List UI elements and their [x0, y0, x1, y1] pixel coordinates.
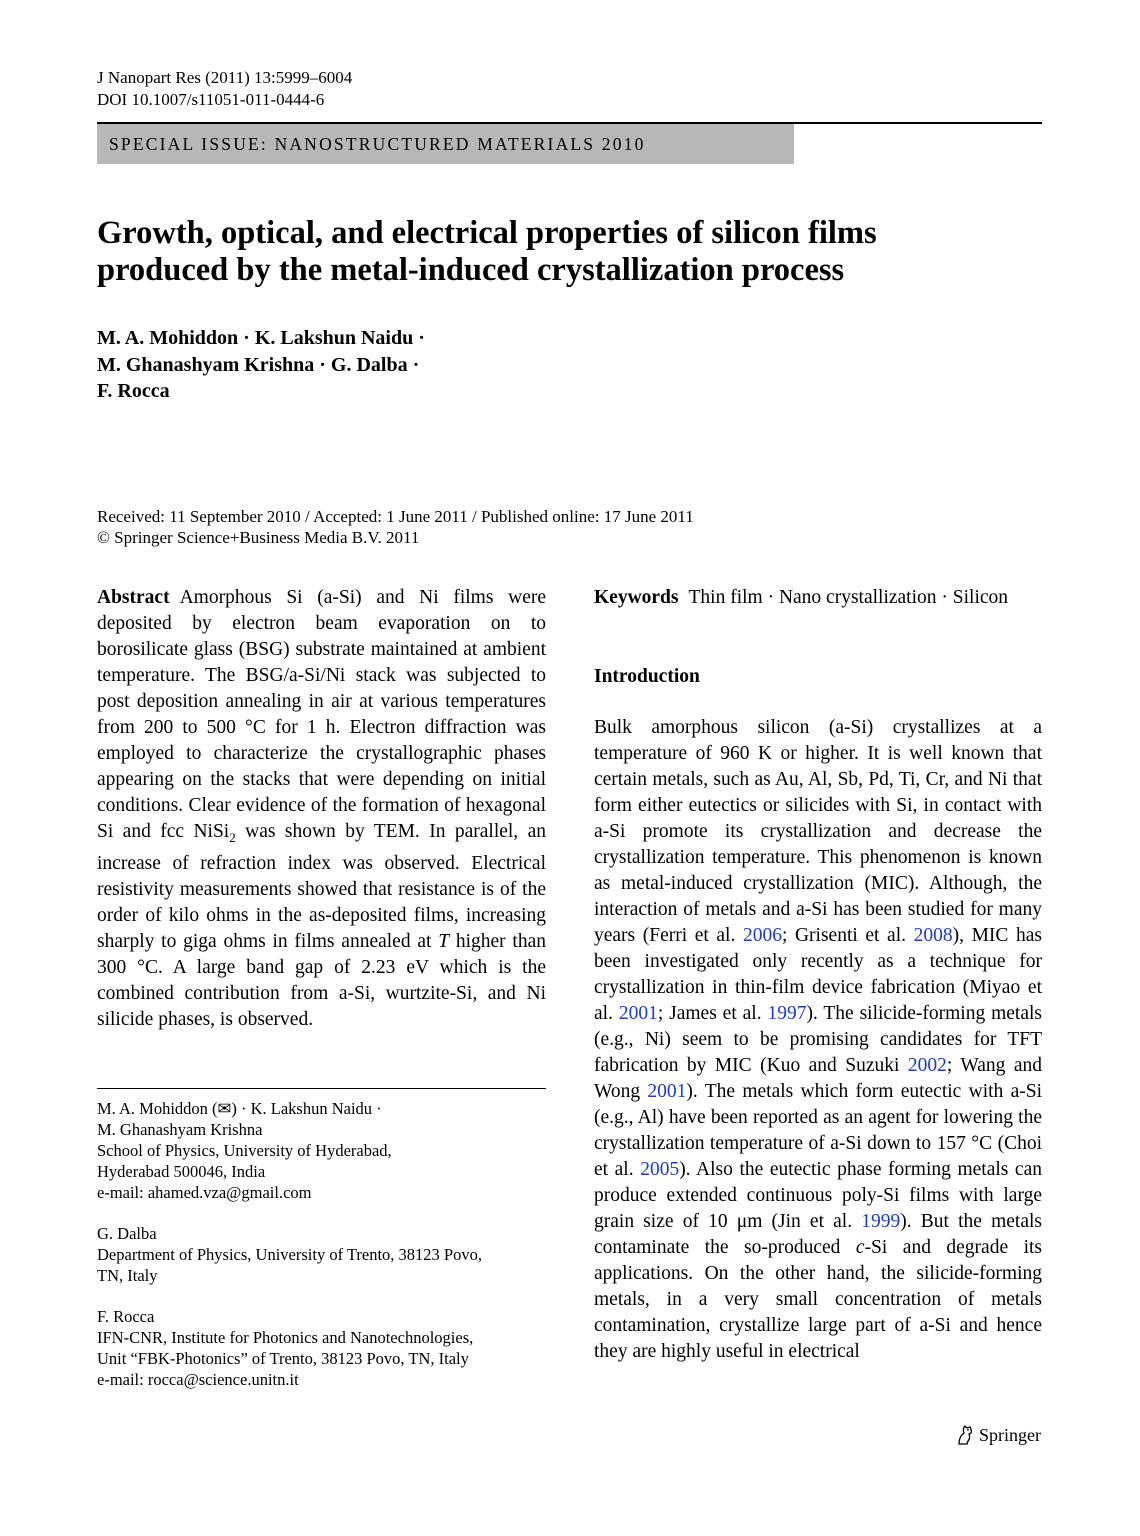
intro-text: ; Wang and Wong	[594, 1055, 1042, 1102]
publication-dates	[97, 506, 694, 548]
affiliation-line: School of Physics, University of Hyderabad,	[97, 1141, 392, 1160]
title-line-2: produced by the metal-induced crystallization process	[97, 252, 845, 288]
citation-link[interactable]: 2002	[907, 1055, 947, 1076]
citation-link[interactable]: 2001	[647, 1081, 687, 1102]
special-issue-banner: SPECIAL ISSUE: NANOSTRUCTURED MATERIALS 2010	[97, 124, 794, 164]
abstract-text-c: higher than 300 °C. A large band gap of 2.23 eV which is the combined contribution from a-Si, wurtzite-Si, and Ni silicide phases, is observed.	[97, 930, 546, 1030]
doi: DOI 10.1007/s11051-011-0444-6	[97, 90, 325, 109]
intro-text: ), MIC has been investigated only recently as a technique for crystallization in thin-film device fabrication (Miyao et al.	[594, 925, 1043, 1024]
intro-italic-c: c	[855, 1237, 865, 1258]
journal-citation: J Nanopart Res (2011) 13:5999–6004	[97, 68, 353, 87]
citation-link[interactable]: 2001	[618, 1003, 658, 1024]
abstract-label: Abstract	[97, 587, 170, 608]
affiliation-block	[97, 1098, 546, 1203]
section-heading-introduction: Introduction	[594, 666, 700, 687]
authors-line-2: M. Ghanashyam Krishna · G. Dalba ·	[97, 353, 420, 376]
publisher-footer	[955, 1422, 1041, 1448]
citation-link[interactable]: 1997	[767, 1003, 807, 1024]
affiliation-line: M. Ghanashyam Krishna	[97, 1120, 263, 1139]
dates-line: Received: 11 September 2010 / Accepted: 1 June 2011 / Published online: 17 June 2011	[97, 507, 694, 526]
affiliation-block	[97, 1223, 546, 1286]
affiliation-line: TN, Italy	[97, 1266, 158, 1285]
keywords-text: Thin film · Nano crystallization · Silicon	[688, 587, 1009, 608]
affiliation-rule	[97, 1088, 546, 1089]
keywords-label: Keywords	[594, 587, 679, 608]
article-title	[97, 215, 1042, 289]
intro-text: Bulk amorphous silicon (a-Si) crystallizes at a temperature of 960 K or higher. It is well known that certain metals, such as Au, Al, Sb, Pd, Ti, Cr, and Ni that form either eutectics or silicides with Si, in contact with a-Si promote its crystallization and decrease the crystallization temperature. This phenomenon is known as metal-induced crystallization (MIC). Although, the interaction of metals and a-Si has been studied for many years (Ferri et al.	[594, 717, 1042, 946]
citation-link[interactable]: 2006	[742, 925, 782, 946]
intro-text: ). The silicide-forming metals (e.g., Ni) seem to be promising candidates for TFT fabrication by MIC (Kuo and Suzuki	[594, 1003, 1043, 1076]
publisher-name: Springer	[979, 1425, 1041, 1445]
affiliation-line: Department of Physics, University of Trento, 38123 Povo,	[97, 1245, 482, 1264]
intro-text: ; Grisenti et al.	[781, 925, 914, 946]
springer-horse-icon	[955, 1424, 975, 1446]
copyright-line: © Springer Science+Business Media B.V. 2011	[97, 528, 420, 547]
intro-text: ). The metals which form eutectic with a-Si (e.g., Al) have been reported as an agent for lowering the crystallization temperature of a-Si down to 157 °C (Choi et al.	[594, 1081, 1043, 1180]
abstract	[97, 585, 546, 1033]
affiliations	[97, 1098, 546, 1410]
affiliation-line: Unit “FBK-Photonics” of Trento, 38123 Povo, TN, Italy	[97, 1349, 469, 1368]
abstract-italic-t: T	[438, 930, 450, 952]
affiliation-line: F. Rocca	[97, 1307, 155, 1326]
affiliation-line: IFN-CNR, Institute for Photonics and Nanotechnologies,	[97, 1328, 474, 1347]
citation-link[interactable]: 2008	[913, 925, 953, 946]
author-list	[97, 325, 425, 405]
intro-text: ). Also the eutectic phase forming metals can produce extended continuous poly-Si films with large grain size of 10 μm (Jin et al.	[594, 1159, 1042, 1232]
affiliation-line: G. Dalba	[97, 1224, 157, 1243]
authors-line-1: M. A. Mohiddon · K. Lakshun Naidu ·	[97, 327, 425, 349]
title-line-1: Growth, optical, and electrical properties of silicon films	[97, 215, 877, 251]
keywords	[594, 585, 1042, 611]
authors-line-3: F. Rocca	[97, 380, 170, 402]
affiliation-email[interactable]: e-mail: ahamed.vza@gmail.com	[97, 1183, 312, 1202]
affiliation-block	[97, 1306, 546, 1390]
abstract-text-a: Amorphous Si (a-Si) and Ni films were deposited by electron beam evaporation on to borosilicate glass (BSG) substrate maintained at ambient temperature. The BSG/a-Si/Ni stack was subjected to post deposition annealing in air at various temperatures from 200 to 500 °C for 1 h. Electron diffraction was employed to characterize the crystallographic phases appearing on the stacks that were depending on initial conditions. Clear evidence of the formation of hexagonal Si and fcc NiSi	[97, 587, 546, 842]
intro-text: ; James et al.	[657, 1003, 768, 1024]
abstract-subscript: 2	[229, 829, 236, 845]
affiliation-line: Hyderabad 500046, India	[97, 1162, 266, 1181]
intro-text: ). But the metals contaminate the so-produced	[594, 1211, 1042, 1258]
abstract-text-b: was shown by TEM. In parallel, an increase of refraction index was observed. Electrical resistivity measurements showed that resistance is of the order of kilo ohms in the as-deposited films, increasing sharply to giga ohms in films annealed at	[97, 821, 547, 952]
affiliation-email[interactable]: e-mail: rocca@science.unitn.it	[97, 1370, 299, 1389]
introduction-body	[594, 715, 1042, 1365]
journal-header	[97, 67, 352, 111]
citation-link[interactable]: 2005	[640, 1159, 680, 1180]
citation-link[interactable]: 1999	[861, 1211, 901, 1232]
affiliation-line: M. A. Mohiddon (✉) · K. Lakshun Naidu ·	[97, 1099, 382, 1118]
intro-text: -Si and degrade its applications. On the other hand, the silicide-forming metals, in a very small concentration of metals contamination, crystallize large part of a-Si and hence they are highly useful in electrical	[594, 1237, 1043, 1362]
